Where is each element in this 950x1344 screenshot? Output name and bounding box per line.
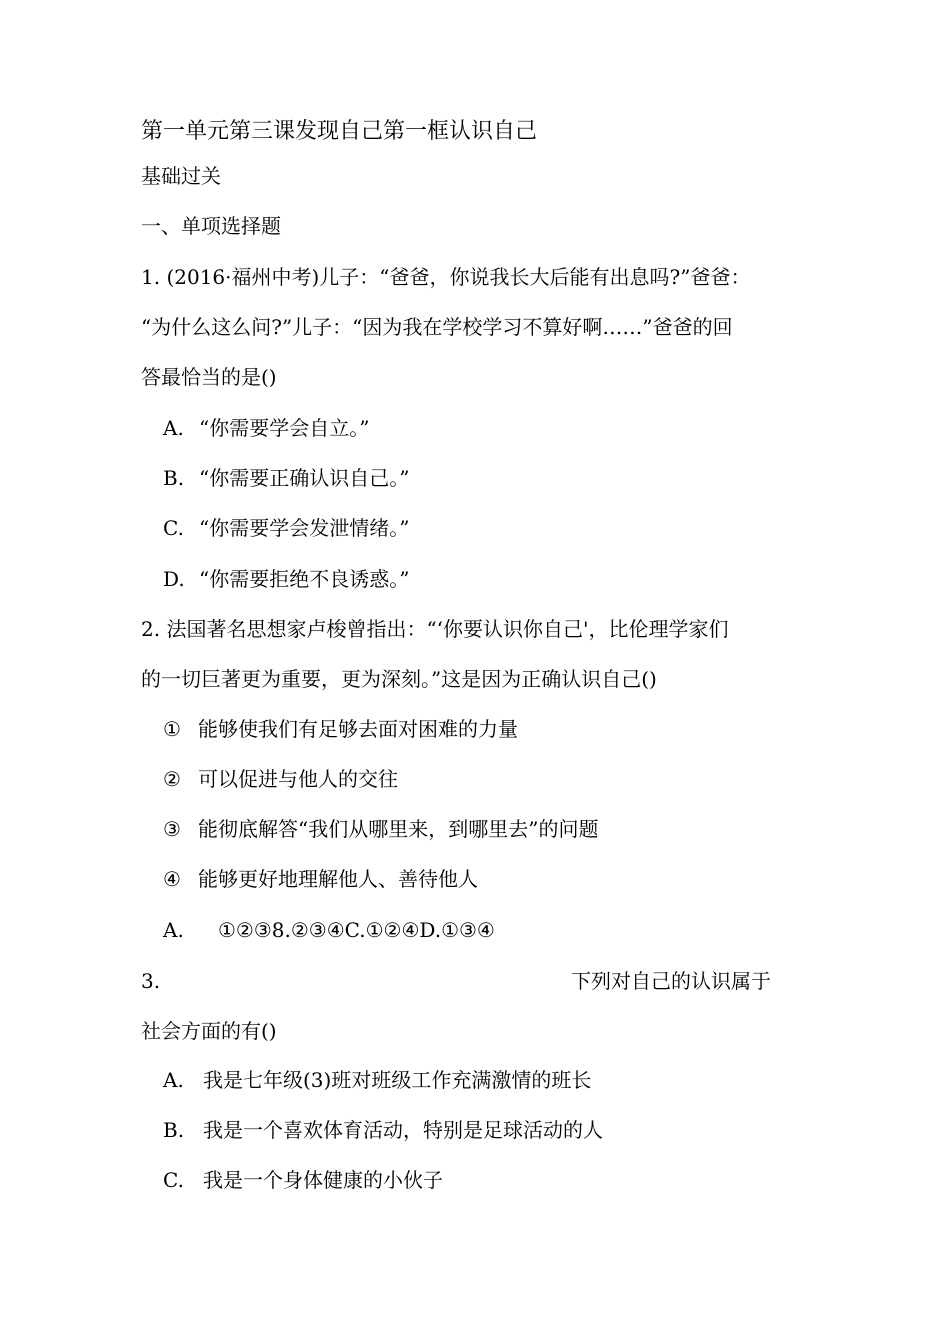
q2-answer-choices (163, 917, 495, 943)
q3-line-2: 社会方面的有() (141, 1019, 277, 1043)
item-text: 能够更好地理解他人、善待他人 (198, 867, 478, 891)
q3-option-a (163, 1067, 591, 1093)
subsection-heading: 一、单项选择题 (141, 214, 281, 238)
q2-line-1: 2. 法国著名思想家卢梭曾指出：“‘你要认识你自己'，比伦理学家们 (141, 617, 729, 641)
option-mark: C. (163, 1168, 184, 1192)
q1-option-c (163, 515, 409, 541)
q1-line-3: 答最恰当的是() (141, 365, 277, 389)
q3-line-1-tail: 下列对自己的认识属于 (571, 969, 771, 993)
q1-line-1: 1. (2016·福州中考)儿子：“爸爸，你说我长大后能有出息吗?”爸爸： (141, 265, 751, 289)
option-text: “你需要拒绝不良诱惑。” (199, 567, 410, 591)
q3-option-c (163, 1167, 443, 1193)
option-text: “你需要学会发泄情绪。” (199, 516, 410, 540)
page-title: 第一单元第三课发现自己第一框认识自己 (141, 119, 538, 144)
q3-option-b (163, 1117, 603, 1143)
item-number: ③ (163, 817, 181, 841)
option-mark: B. (163, 466, 185, 490)
item-text: 可以促进与他人的交往 (198, 767, 398, 791)
option-text: “你需要正确认识自己。” (199, 466, 410, 490)
option-text: “你需要学会自立。” (199, 416, 370, 440)
q1-option-b (163, 465, 409, 491)
answer-choices-text: ①②③8.②③④C.①②④D.①③④ (218, 918, 495, 942)
option-mark: A. (163, 1068, 184, 1092)
q2-item-1 (163, 716, 518, 742)
q1-option-a (163, 415, 369, 441)
option-mark: A. (163, 416, 184, 440)
option-text: 我是一个喜欢体育活动，特别是足球活动的人 (203, 1118, 603, 1142)
q2-item-3 (163, 816, 598, 842)
section-heading: 基础过关 (141, 164, 221, 188)
option-mark: A. (163, 918, 184, 942)
item-number: ④ (163, 867, 181, 891)
q3-number: 3. (141, 969, 161, 993)
q2-line-2: 的一切巨著更为重要，更为深刻。”这是因为正确认识自己() (141, 667, 657, 691)
option-mark: B. (163, 1118, 185, 1142)
item-text: 能够使我们有足够去面对困难的力量 (198, 717, 518, 741)
option-mark: C. (163, 516, 184, 540)
item-number: ② (163, 767, 181, 791)
item-number: ① (163, 717, 181, 741)
option-mark: D. (163, 567, 185, 591)
item-text: 能彻底解答“我们从哪里来，到哪里去”的问题 (198, 817, 599, 841)
q2-item-4 (163, 866, 478, 892)
option-text: 我是七年级(3)班对班级工作充满激情的班长 (203, 1068, 592, 1092)
option-text: 我是一个身体健康的小伙子 (203, 1168, 443, 1192)
q1-line-2: “为什么这么问?”儿子：“因为我在学校学习不算好啊……”爸爸的回 (141, 315, 733, 339)
q1-option-d (163, 566, 409, 592)
q2-item-2 (163, 766, 398, 792)
